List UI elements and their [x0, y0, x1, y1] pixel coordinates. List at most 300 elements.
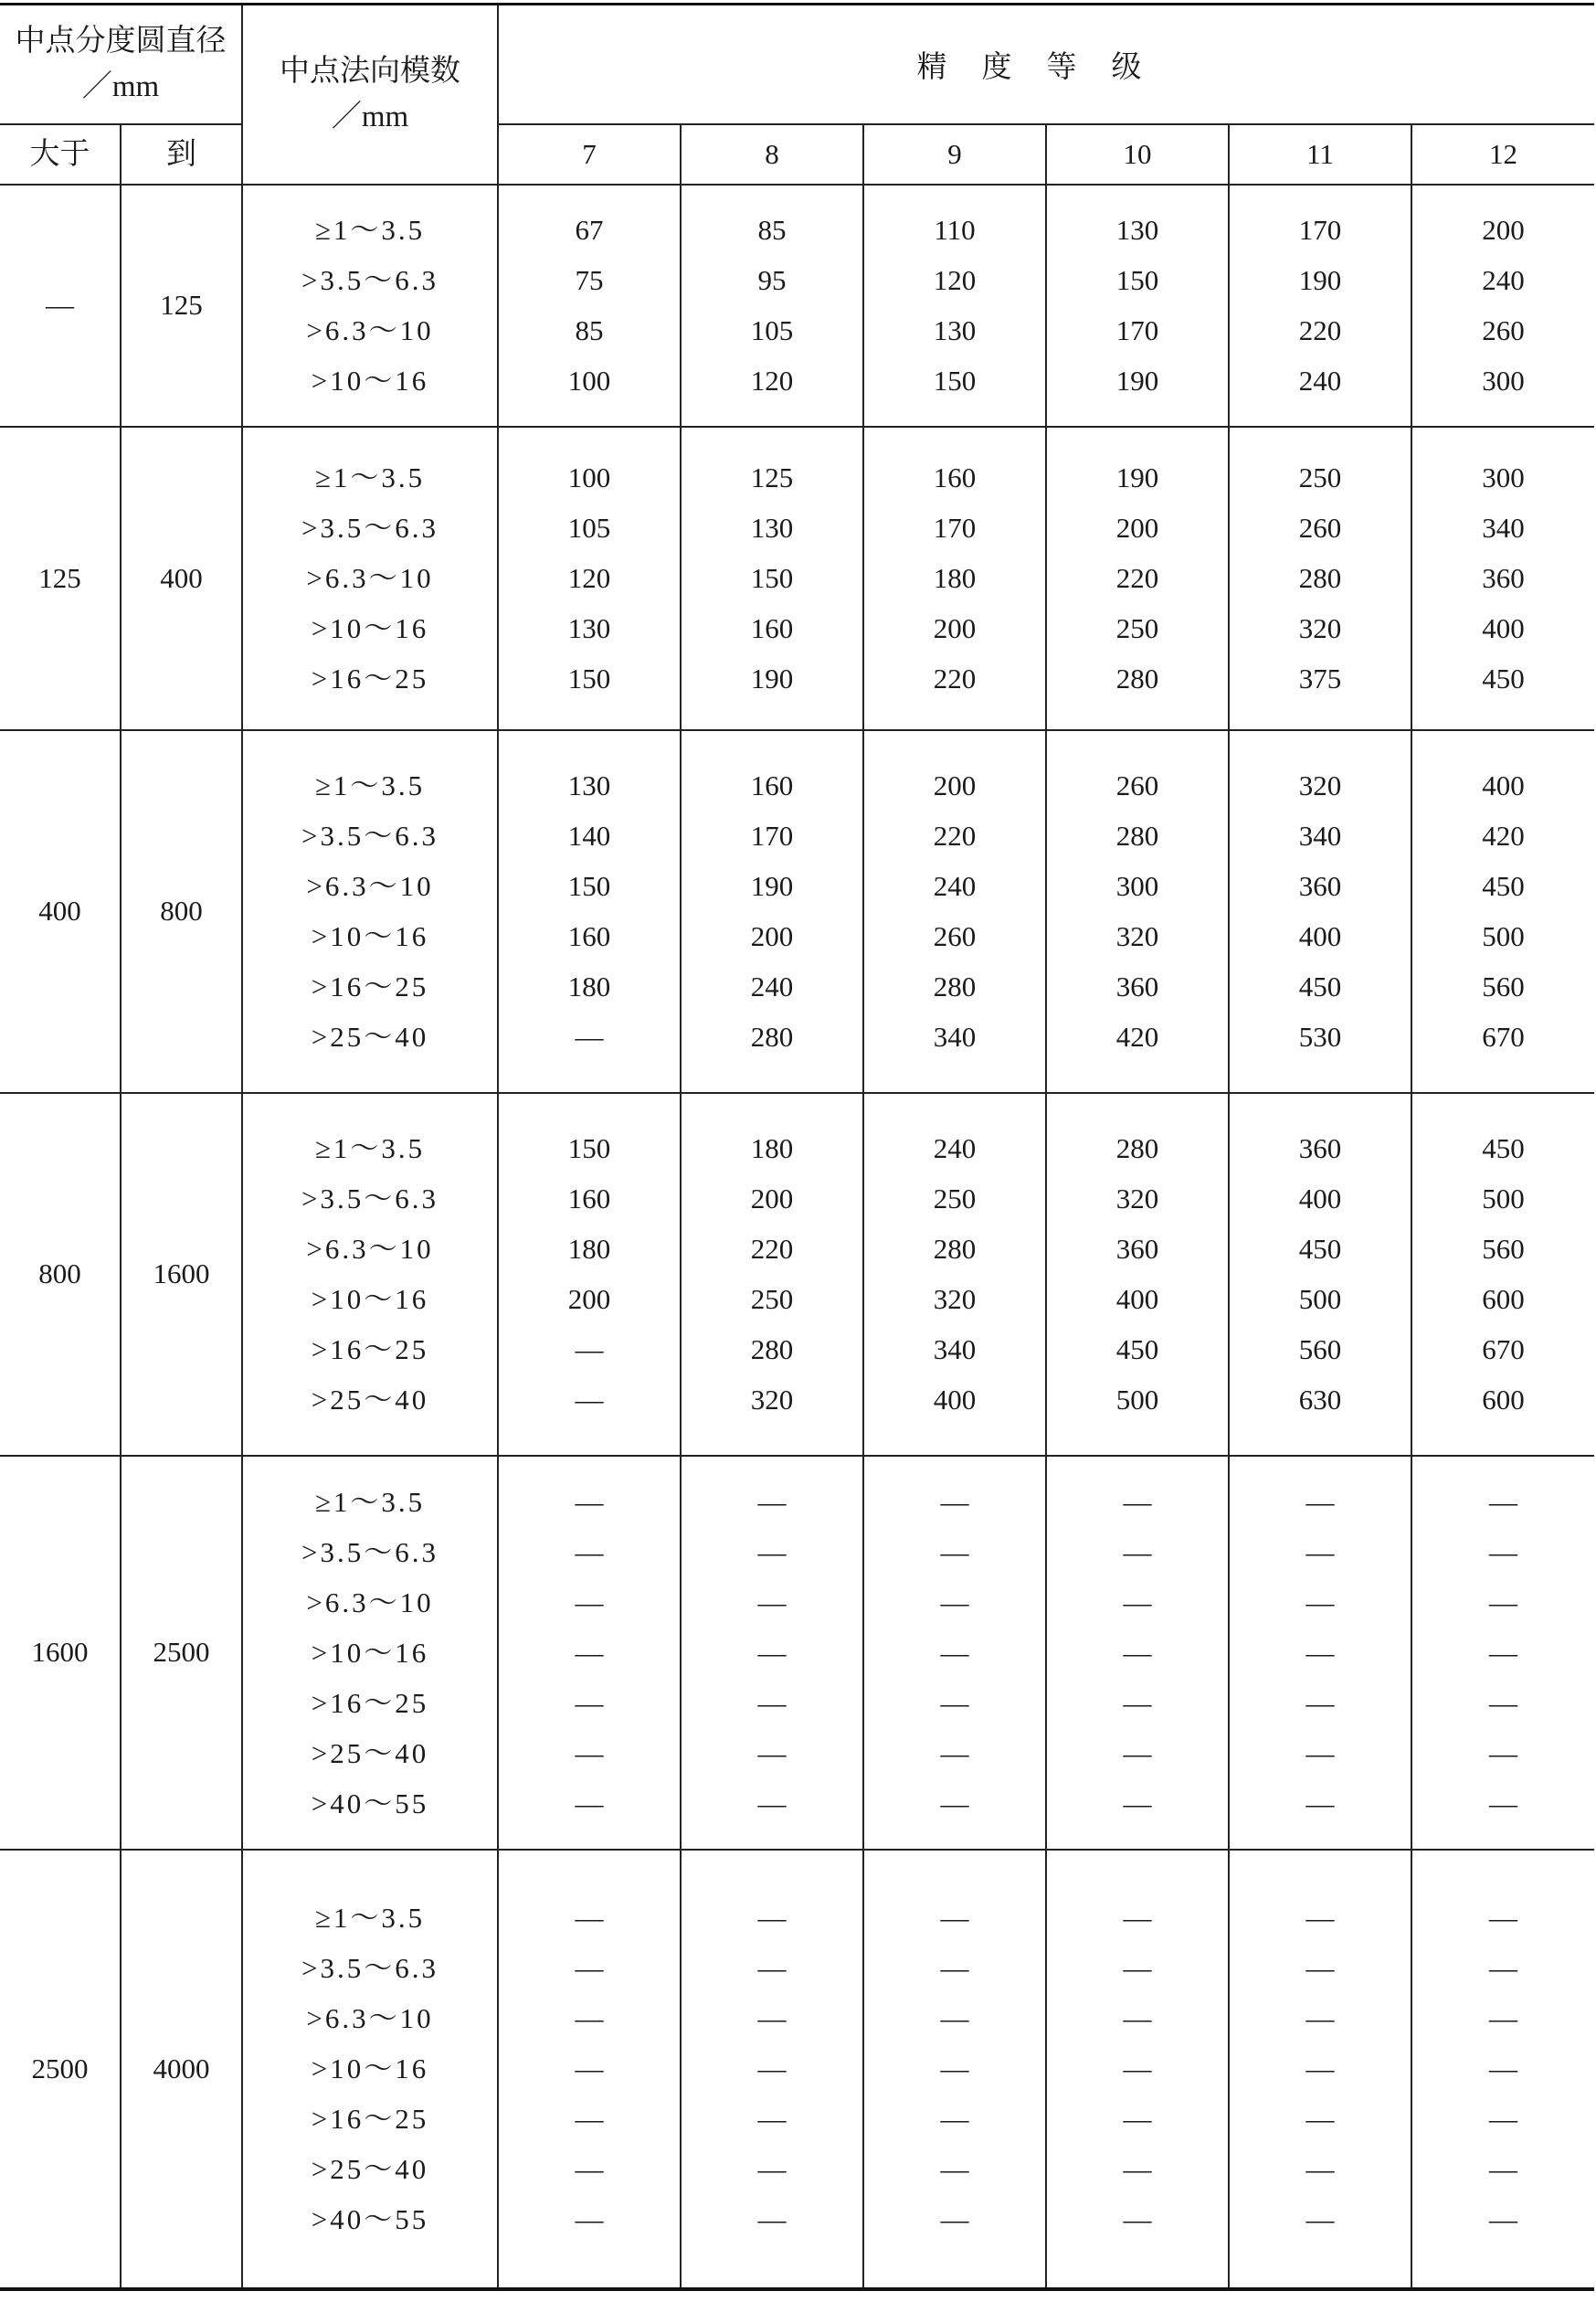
range-to-cell: 400 [121, 427, 242, 730]
tolerance-value: 670 [1482, 1333, 1525, 1365]
tolerance-value: 360 [1115, 1233, 1159, 1265]
table-row [0, 1850, 1594, 2289]
grade-values-cell [498, 1093, 681, 1456]
tolerance-value: 500 [1298, 1283, 1342, 1315]
tolerance-value: 400 [933, 1384, 977, 1416]
tolerance-value: 220 [1298, 314, 1342, 346]
tolerance-value: 105 [750, 314, 794, 346]
tolerance-value: — [1489, 1586, 1517, 1618]
range-from-cell: 400 [0, 730, 121, 1093]
tolerance-value: — [757, 1686, 787, 1719]
range-from-cell: 1600 [0, 1456, 121, 1850]
tolerance-value: 110 [934, 214, 976, 246]
tolerance-value: — [575, 1636, 604, 1669]
tolerance-value: 180 [750, 1132, 794, 1164]
grade-values-cell [863, 1093, 1046, 1456]
tolerance-value: 190 [1298, 264, 1342, 296]
grade-values-cell [863, 1456, 1046, 1850]
tolerance-value: 120 [933, 264, 977, 296]
grade-col-header: 8 [681, 124, 863, 185]
tolerance-value: — [757, 1586, 787, 1618]
grade-values-cell [863, 1850, 1046, 2289]
diameter-unit: ／mm [81, 70, 160, 104]
modulus-range: >3.5～6.3 [301, 1183, 439, 1215]
tolerance-value: — [757, 2103, 787, 2135]
modulus-header [242, 5, 498, 185]
tolerance-value: 360 [1482, 562, 1525, 594]
range-to-cell: 2500 [121, 1456, 242, 1850]
tolerance-value: 320 [1115, 920, 1159, 952]
modulus-range: >10～16 [311, 2053, 429, 2084]
modulus-range: >10～16 [311, 365, 429, 397]
grade-values-cell [1229, 1850, 1411, 2289]
tolerance-value: — [940, 2103, 969, 2135]
modulus-range: ≥1～3.5 [314, 461, 426, 493]
tolerance-value: — [575, 2203, 604, 2235]
tolerance-value: 120 [567, 562, 611, 594]
range-to-cell: 1600 [121, 1093, 242, 1456]
modulus-range: >16～25 [311, 1333, 429, 1365]
grade-values-cell [1229, 1093, 1411, 1456]
grade-values-cell [681, 1850, 863, 2289]
grade-values-cell [1229, 427, 1411, 730]
tolerance-table [0, 3, 1594, 2291]
tolerance-value: 130 [1115, 214, 1159, 246]
modulus-range: >3.5～6.3 [301, 1952, 439, 1984]
tolerance-value: 360 [1298, 870, 1342, 902]
grade-values-cell [681, 730, 863, 1093]
modulus-range: >10～16 [311, 1283, 429, 1315]
modulus-range: >10～16 [311, 920, 429, 952]
tolerance-value: 85 [757, 214, 787, 246]
tolerance-value: 450 [1482, 870, 1525, 902]
modulus-range: ≥1～3.5 [314, 1485, 426, 1518]
tolerance-value: 220 [1115, 562, 1159, 594]
from-header: 大于 [0, 124, 121, 185]
tolerance-value: — [940, 1686, 969, 1719]
grade-col-header: 9 [863, 124, 1046, 185]
modulus-range: >3.5～6.3 [301, 512, 439, 544]
tolerance-value: — [1489, 1535, 1517, 1568]
tolerance-value: 320 [1298, 769, 1342, 801]
tolerance-value: 320 [1298, 612, 1342, 644]
tolerance-value: — [757, 1636, 787, 1669]
tolerance-value: 200 [1482, 214, 1525, 246]
table-row [0, 1093, 1594, 1456]
tolerance-value: 500 [1482, 1183, 1525, 1215]
table-row [0, 1456, 1594, 1850]
modulus-range: >16～25 [311, 663, 429, 695]
grade-values-cell [1411, 1093, 1594, 1456]
modulus-cell [242, 730, 498, 1093]
grade-values-cell [498, 730, 681, 1093]
tolerance-value: — [1305, 2203, 1335, 2235]
tolerance-value: 280 [933, 971, 977, 1002]
tolerance-value: 190 [1115, 461, 1159, 493]
tolerance-value: 180 [567, 1233, 611, 1265]
grade-values-cell [498, 427, 681, 730]
tolerance-value: — [757, 1485, 787, 1518]
tolerance-value: — [1489, 2103, 1517, 2135]
tolerance-value: — [940, 1787, 969, 1819]
tolerance-value: 180 [567, 971, 611, 1002]
tolerance-value: 150 [1115, 264, 1159, 296]
modulus-range: >3.5～6.3 [301, 264, 439, 296]
tolerance-value: — [940, 1485, 969, 1518]
tolerance-value: 160 [750, 769, 794, 801]
tolerance-value: — [1489, 2203, 1517, 2235]
tolerance-value: 320 [750, 1384, 794, 1416]
tolerance-value: — [1123, 1636, 1152, 1669]
tolerance-value: 260 [1115, 769, 1159, 801]
modulus-title: 中点法向模数 [280, 55, 460, 89]
tolerance-value: 150 [933, 365, 977, 397]
tolerance-value: — [1305, 2103, 1335, 2135]
tolerance-value: — [575, 1333, 604, 1365]
tolerance-value: 120 [750, 365, 794, 397]
tolerance-value: — [1123, 2103, 1152, 2135]
tolerance-value: — [1489, 1787, 1517, 1819]
modulus-range: >25～40 [311, 1384, 429, 1416]
tolerance-value: — [575, 1535, 604, 1568]
tolerance-value: 170 [933, 512, 977, 544]
tolerance-value: — [1305, 1586, 1335, 1618]
tolerance-value: — [940, 1952, 969, 1984]
range-from-cell: — [0, 185, 121, 427]
tolerance-value: — [1123, 1485, 1152, 1518]
tolerance-value: 450 [1298, 1233, 1342, 1265]
modulus-range: >40～55 [311, 2203, 429, 2235]
grade-col-header: 11 [1229, 124, 1411, 185]
tolerance-value: 420 [1482, 820, 1525, 852]
tolerance-value: — [1305, 1952, 1335, 1984]
tolerance-value: 170 [750, 820, 794, 852]
tolerance-value: — [575, 1586, 604, 1618]
modulus-range: >10～16 [311, 612, 429, 644]
range-to-cell: 800 [121, 730, 242, 1093]
grade-values-cell [1046, 730, 1229, 1093]
tolerance-value: 180 [933, 562, 977, 594]
grade-values-cell [498, 185, 681, 427]
tolerance-value: — [1489, 1952, 1517, 1984]
tolerance-value: — [757, 1736, 787, 1769]
tolerance-value: 150 [567, 663, 611, 695]
modulus-range: >6.3～10 [306, 314, 434, 346]
tolerance-value: — [940, 1902, 969, 1934]
tolerance-value: 400 [1482, 769, 1525, 801]
grade-values-cell [681, 1093, 863, 1456]
modulus-range: ≥1～3.5 [314, 214, 426, 246]
grade-values-cell [681, 1456, 863, 1850]
modulus-range: >25～40 [311, 2153, 429, 2185]
tolerance-value: — [1305, 1736, 1335, 1769]
tolerance-value: — [940, 1636, 969, 1669]
tolerance-value: 300 [1482, 461, 1525, 493]
grade-col-header: 12 [1411, 124, 1594, 185]
tolerance-value: 100 [567, 365, 611, 397]
tolerance-value: — [575, 1021, 604, 1053]
modulus-range: >6.3～10 [306, 2002, 434, 2034]
tolerance-value: — [1123, 1586, 1152, 1618]
tolerance-value: 250 [750, 1283, 794, 1315]
tolerance-value: — [757, 1787, 787, 1819]
range-from-cell: 800 [0, 1093, 121, 1456]
modulus-range: >16～25 [311, 971, 429, 1002]
tolerance-value: — [1489, 1485, 1517, 1518]
tolerance-value: 190 [750, 663, 794, 695]
tolerance-value: 250 [1115, 612, 1159, 644]
grade-values-cell [1411, 1850, 1594, 2289]
tolerance-value: 375 [1298, 663, 1342, 695]
tolerance-value: — [1123, 2053, 1152, 2084]
tolerance-value: 260 [1298, 512, 1342, 544]
tolerance-value: — [1305, 1636, 1335, 1669]
grade-values-cell [1411, 1456, 1594, 1850]
tolerance-value: 320 [933, 1283, 977, 1315]
range-from-cell: 125 [0, 427, 121, 730]
tolerance-value: — [1305, 1485, 1335, 1518]
grade-values-cell [681, 185, 863, 427]
tolerance-value: — [575, 1485, 604, 1518]
tolerance-value: 450 [1115, 1333, 1159, 1365]
tolerance-value: 160 [567, 1183, 611, 1215]
tolerance-value: — [757, 1535, 787, 1568]
tolerance-value: — [757, 2203, 787, 2235]
tolerance-value: 67 [575, 214, 604, 246]
tolerance-value: 340 [1298, 820, 1342, 852]
modulus-cell [242, 1456, 498, 1850]
tolerance-value: 190 [750, 870, 794, 902]
tolerance-value: 260 [1482, 314, 1525, 346]
tolerance-value: — [1305, 1535, 1335, 1568]
tolerance-value: — [1305, 2002, 1335, 2034]
modulus-range: ≥1～3.5 [314, 1132, 426, 1164]
tolerance-value: 250 [933, 1183, 977, 1215]
tolerance-value: — [1305, 1787, 1335, 1819]
tolerance-value: — [575, 2002, 604, 2034]
tolerance-value: 670 [1482, 1021, 1525, 1053]
tolerance-value: — [1305, 1686, 1335, 1719]
tolerance-value: 280 [750, 1021, 794, 1053]
tolerance-value: 160 [933, 461, 977, 493]
tolerance-value: 260 [933, 920, 977, 952]
tolerance-value: 600 [1482, 1283, 1525, 1315]
range-to-cell: 125 [121, 185, 242, 427]
tolerance-value: 95 [757, 264, 787, 296]
tolerance-value: 220 [750, 1233, 794, 1265]
grade-values-cell [1229, 730, 1411, 1093]
table-row [0, 427, 1594, 730]
tolerance-value: — [1123, 1952, 1152, 1984]
tolerance-value: 360 [1115, 971, 1159, 1002]
tolerance-value: — [940, 2203, 969, 2235]
modulus-range: >16～25 [311, 1686, 429, 1719]
modulus-range: ≥1～3.5 [314, 1902, 426, 1934]
tolerance-value: 530 [1298, 1021, 1342, 1053]
grade-values-cell [1411, 427, 1594, 730]
grade-col-header: 7 [498, 124, 681, 185]
tolerance-value: — [1489, 2002, 1517, 2034]
tolerance-value: — [1123, 2153, 1152, 2185]
modulus-cell [242, 427, 498, 730]
tolerance-value: 200 [1115, 512, 1159, 544]
tolerance-value: 200 [933, 612, 977, 644]
tolerance-value: 280 [1298, 562, 1342, 594]
tolerance-value: — [757, 1952, 787, 1984]
tolerance-value: — [1305, 1902, 1335, 1934]
tolerance-value: 630 [1298, 1384, 1342, 1416]
tolerance-value: 200 [567, 1283, 611, 1315]
tolerance-value: 400 [1298, 1183, 1342, 1215]
grade-values-cell [1046, 1850, 1229, 2289]
range-to-cell: 4000 [121, 1850, 242, 2289]
tolerance-value: 130 [567, 769, 611, 801]
grade-values-cell [498, 1456, 681, 1850]
tolerance-value: — [1123, 1902, 1152, 1934]
tolerance-value: — [575, 1686, 604, 1719]
range-from-cell: 2500 [0, 1850, 121, 2289]
tolerance-value: 400 [1115, 1283, 1159, 1315]
tolerance-value: 100 [567, 461, 611, 493]
modulus-range: ≥1～3.5 [314, 769, 426, 801]
tolerance-value: 240 [933, 870, 977, 902]
tolerance-value: — [575, 2053, 604, 2084]
tolerance-value: — [1123, 1686, 1152, 1719]
modulus-range: >6.3～10 [306, 562, 434, 594]
tolerance-value: 450 [1482, 663, 1525, 695]
modulus-range: >3.5～6.3 [301, 820, 439, 852]
tolerance-value: 280 [1115, 820, 1159, 852]
modulus-cell [242, 1850, 498, 2289]
tolerance-value: 240 [750, 971, 794, 1002]
grade-values-cell [1229, 1456, 1411, 1850]
tolerance-value: 250 [1298, 461, 1342, 493]
tolerance-value: — [1489, 2053, 1517, 2084]
tolerance-value: — [1123, 1535, 1152, 1568]
tolerance-value: 240 [1298, 365, 1342, 397]
tolerance-value: 130 [933, 314, 977, 346]
tolerance-value: 190 [1115, 365, 1159, 397]
grade-values-cell [863, 730, 1046, 1093]
grade-values-cell [1046, 427, 1229, 730]
tolerance-value: — [575, 1736, 604, 1769]
tolerance-value: 560 [1482, 1233, 1525, 1265]
tolerance-value: — [1489, 1902, 1517, 1934]
tolerance-value: — [940, 2053, 969, 2084]
diameter-title: 中点分度圆直径 [15, 25, 227, 58]
tolerance-value: 150 [567, 870, 611, 902]
table-row [0, 185, 1594, 427]
tolerance-value: — [1123, 2002, 1152, 2034]
tolerance-value: 85 [575, 314, 604, 346]
tolerance-value: 105 [567, 512, 611, 544]
tolerance-value: — [940, 2002, 969, 2034]
tolerance-value: 200 [750, 920, 794, 952]
grade-values-cell [1046, 1093, 1229, 1456]
tolerance-value: — [1123, 1787, 1152, 1819]
tolerance-value: — [575, 1902, 604, 1934]
tolerance-value: 140 [567, 820, 611, 852]
tolerance-value: — [1489, 1636, 1517, 1669]
tolerance-value: 170 [1115, 314, 1159, 346]
tolerance-value: — [940, 1586, 969, 1618]
tolerance-value: 150 [750, 562, 794, 594]
tolerance-value: — [940, 2153, 969, 2185]
grade-values-cell [1411, 185, 1594, 427]
tolerance-value: 450 [1482, 1132, 1525, 1164]
tolerance-value: 150 [567, 1132, 611, 1164]
grade-values-cell [498, 1850, 681, 2289]
modulus-cell [242, 1093, 498, 1456]
tolerance-value: — [575, 2153, 604, 2185]
tolerance-value: 200 [933, 769, 977, 801]
diameter-header [0, 5, 242, 124]
tolerance-value: 130 [567, 612, 611, 644]
tolerance-value: 75 [575, 264, 604, 296]
tolerance-value: 300 [1115, 870, 1159, 902]
tolerance-value: 170 [1298, 214, 1342, 246]
tolerance-value: — [940, 1736, 969, 1769]
tolerance-value: — [1123, 1736, 1152, 1769]
tolerance-value: 240 [933, 1132, 977, 1164]
tolerance-value: 320 [1115, 1183, 1159, 1215]
tolerance-value: — [1489, 2153, 1517, 2185]
modulus-unit: ／mm [331, 101, 409, 134]
tolerance-value: 280 [750, 1333, 794, 1365]
tolerance-value: — [1305, 2153, 1335, 2185]
grade-values-cell [1229, 185, 1411, 427]
tolerance-value: — [575, 1787, 604, 1819]
grade-header: 精度等级 [498, 5, 1594, 124]
modulus-range: >6.3～10 [306, 1586, 434, 1618]
tolerance-value: 200 [750, 1183, 794, 1215]
modulus-range: >25～40 [311, 1736, 429, 1769]
tolerance-value: 300 [1482, 365, 1525, 397]
grade-values-cell [1411, 730, 1594, 1093]
tolerance-value: 220 [933, 820, 977, 852]
tolerance-value: 280 [1115, 663, 1159, 695]
tolerance-value: 340 [1482, 512, 1525, 544]
to-header: 到 [121, 124, 242, 185]
tolerance-value: — [757, 2053, 787, 2084]
tolerance-value: 400 [1298, 920, 1342, 952]
grade-values-cell [863, 185, 1046, 427]
tolerance-value: — [757, 2002, 787, 2034]
grade-values-cell [863, 427, 1046, 730]
modulus-range: >25～40 [311, 1021, 429, 1053]
tolerance-value: 130 [750, 512, 794, 544]
grade-values-cell [681, 427, 863, 730]
tolerance-value: 560 [1482, 971, 1525, 1002]
modulus-cell [242, 185, 498, 427]
tolerance-value: 340 [933, 1021, 977, 1053]
tolerance-value: 280 [1115, 1132, 1159, 1164]
grade-col-header: 10 [1046, 124, 1229, 185]
tolerance-value: — [575, 2103, 604, 2135]
tolerance-value: 240 [1482, 264, 1525, 296]
tolerance-value: 420 [1115, 1021, 1159, 1053]
tolerance-value: — [757, 2153, 787, 2185]
tolerance-value: 280 [933, 1233, 977, 1265]
tolerance-value: 400 [1482, 612, 1525, 644]
tolerance-value: — [940, 1535, 969, 1568]
tolerance-value: 340 [933, 1333, 977, 1365]
modulus-range: >16～25 [311, 2103, 429, 2135]
modulus-range: >6.3～10 [306, 870, 434, 902]
tolerance-value: 600 [1482, 1384, 1525, 1416]
tolerance-value: — [575, 1384, 604, 1416]
modulus-range: >40～55 [311, 1787, 429, 1819]
